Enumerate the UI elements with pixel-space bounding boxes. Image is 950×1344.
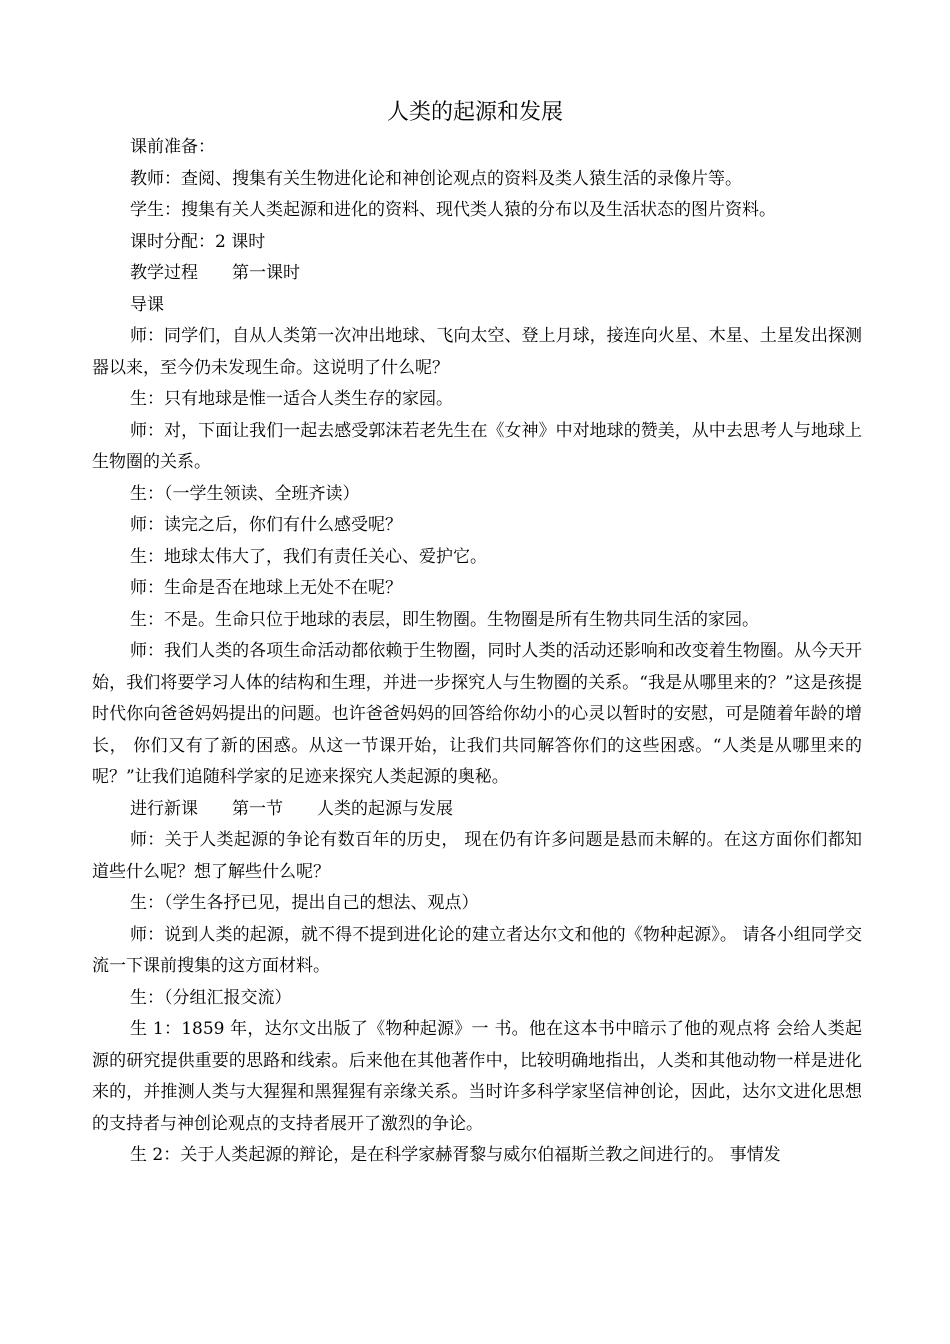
paragraph: 生 1：1859 年，达尔文出版了《物种起源》一 书。他在这本书中暗示了他的观点将 会给人类起源的研究提供重要的思路和线索。后来他在其他著作中，比较明确地指出，人类和其他动物一样是进化来的，并推测人类与大猩猩和黑猩猩有亲缘关系。当时许多科学家坚信神创论，因此，达尔文进化思想的支持者与神创论观点的支持者展开了激烈的争论。 [92,1019,862,1134]
paragraph: 课时分配：2 课时 [130,231,266,252]
paragraph: 导课 [130,294,164,315]
paragraph: 教学过程 第一课时 [130,263,300,283]
paragraph: 生：不是。生命只位于地球的表层，即生物圈。生物圈是所有生物共同生活的家园。 [130,609,759,630]
document-body [92,132,862,1172]
paragraph: 生：地球太伟大了，我们有责任关心、爱护它。 [130,546,487,567]
paragraph: 师：对，下面让我们一起去感受郭沫若老先生在《女神》中对地球的赞美，从中去思考人与地球上生物圈的关系。 [92,420,862,472]
paragraph: 学生：搜集有关人类起源和进化的资料、现代类人猿的分布以及生活状态的图片资料。 [130,200,776,220]
paragraph: 生 2：关于人类起源的辩论，是在科学家赫胥黎与威尔伯福斯兰教之间进行的。 事情发 [130,1145,781,1165]
paragraph: 师：读完之后，你们有什么感受呢？ [130,515,402,535]
document-title: 人类的起源和发展 [386,100,563,125]
paragraph: 生：（分组汇报交流） [130,987,292,1008]
paragraph: 师：我们人类的各项生命活动都依赖于生物圈，同时人类的活动还影响和改变着生物圈。从今天开始，我们将要学习人体的结构和生理，并进一步探究人与生物圈的关系。“我是从哪里来的？”这是孩提时代你向爸爸妈妈提出的问题。也许爸爸妈妈的回答给你幼小的心灵以暂时的安慰，可是随着年龄的增长， 你们又有了新的困惑。从这一节课开始，让我们共同解答你们的这些困惑。“人类是从哪里来的呢？”让我们追随科学家的足迹来探究人类起源的奥秘。 [92,641,862,787]
paragraph: 生：（一学生领读、全班齐读） [130,483,360,504]
paragraph: 师：说到人类的起源，就不得不提到进化论的建立者达尔文和他的《物种起源》。 请各小组同学交流一下课前搜集的这方面材料。 [92,924,862,976]
paragraph: 进行新课 第一节 人类的起源与发展 [130,798,453,819]
paragraph: 师：同学们，自从人类第一次冲出地球、飞向太空、登上月球，接连向火星、木星、土星发出探测器以来，至今仍未发现生命。这说明了什么呢？ [92,326,862,378]
paragraph: 生：只有地球是惟一适合人类生存的家园。 [130,389,453,409]
paragraph: 教师：查阅、搜集有关生物进化论和神创论观点的资料及类人猿生活的录像片等。 [130,168,742,189]
paragraph: 师：生命是否在地球上无处不在呢？ [130,578,402,598]
paragraph: 师：关于人类起源的争论有数百年的历史， 现在仍有许多问题是悬而未解的。在这方面你们都知道些什么呢？想了解些什么呢？ [92,830,862,882]
paragraph: 课前准备： [130,137,215,157]
paragraph: 生：（学生各抒已见，提出自己的想法、观点） [130,893,479,913]
